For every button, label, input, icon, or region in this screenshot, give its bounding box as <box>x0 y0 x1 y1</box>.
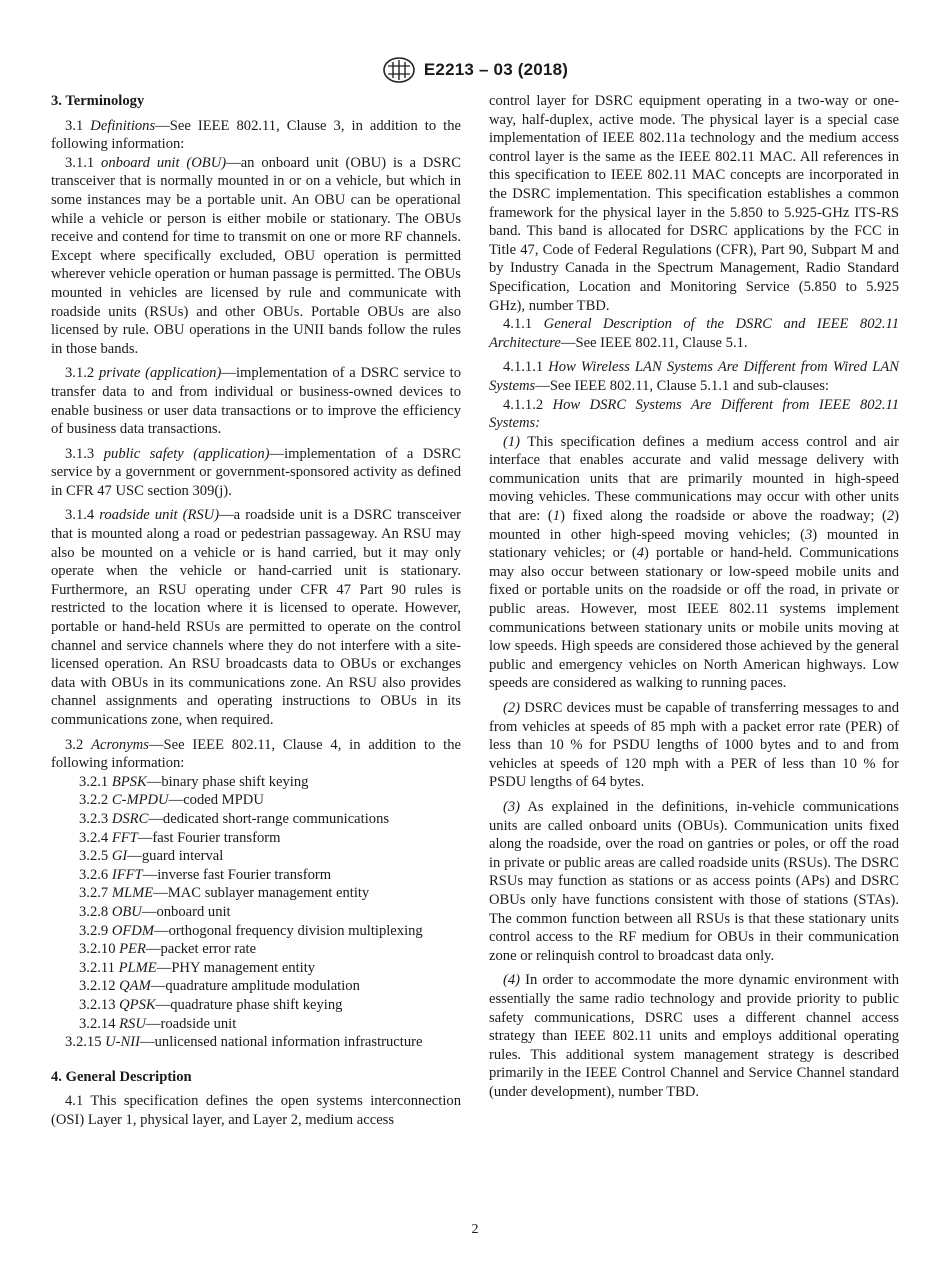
section-3-heading: 3. Terminology <box>51 93 145 109</box>
paragraph-3-1-4: 3.1.4 roadside unit (RSU)—a roadside unit is a DSRC transceiver that is mounted along a road or pedestrian passageway. An RSU may also be mounted on a vehicle or is hand carried, but it may only operate when the vehicle or hand-carried unit is stationary. Furthermore, an RSU operating under CFR 47 Part 90 rules is restricted to the location where it is licensed to operate. However, portable or hand-held RSUs are permitted to operate on the control channel and service channels where they do not interfere with a site-licensed operation. An RSU broadcasts data to OBUs or exchanges data with OBUs in its communications zone. An RSU also provides channel assignments and operating instructions to OBUs in its communications zone, when required. <box>51 507 461 728</box>
paragraph-3-1-1: 3.1.1 onboard unit (OBU)—an onboard unit (OBU) is a DSRC transceiver that is normally mounted in or on a vehicle, but which in some instances may be a portable unit. An OBU can be operational while a vehicle or person is either mobile or stationary. The OBUs receive and contend for time to transmit on one or more RF channels. Except where specifically excluded, OBU operation is permitted wherever vehicle operation or human passage is permitted. The OBUs mounted in vehicles are licensed by rule and communicate with roadside units (RSUs) and other OBUs. Portable OBUs are also licensed by rule. OBU operations in the UNII bands follow the rules in those bands. <box>51 154 461 357</box>
paragraph-4-1: 4.1 This specification defines the open systems interconnection (OSI) Layer 1, physical layer, and Layer 2, medium access <box>51 1093 461 1128</box>
acronym-item: 3.2.5 GI—guard interval <box>79 848 224 865</box>
page-header <box>0 56 950 89</box>
acronym-item: 3.2.14 RSU—roadside unit <box>79 1015 237 1032</box>
acronym-item: 3.2.7 MLME—MAC sublayer management entity <box>79 885 370 902</box>
item-3: (3) As explained in the definitions, in-vehicle communications units are called onboard units (OBUs). Communication units fixed along the roadside, over the road on gantries or poles, or off the road in private or public areas are called roadside units (RSUs). The DSRC RSUs may function as stations or as access points (APs) and DSRC OBUs only have functions consistent with those of stations (STAs). The common function between all RSUs is that these stationary units control access to the RF medium for OBUs in their communication zone or relinquish control to broadcast data only. <box>489 798 899 964</box>
section-4-heading: 4. General Description <box>51 1068 192 1085</box>
acronym-item: 3.2.3 DSRC—dedicated short-range communications <box>79 810 390 827</box>
item-4: (4) In order to accommodate the more dynamic environment with essentially the same radio technology and provide priority to public safety communications, DSRC uses a different channel access strategy than IEEE 802.11 units and employs additional operating rules. This additional system management strategy is described primarily in the IEEE Control Channel and Service Channel standard (under development), number TBD. <box>489 972 899 1100</box>
paragraph-4-1-continued: control layer for DSRC equipment operating in a two-way or one-way, half-duplex, active mode. The physical layer is a special case implementation of IEEE 802.11a technology and the medium access control layer is the same as the IEEE 802.11 MAC. All references in this specification to IEEE 802.11 MAC concepts are incorporated in the DSRC implementation. This specification establishes a common framework for the physical layer in the 5.850 to 5.925-GHz ITS-RS band. This band is allocated for DSRC applications by the FCC in Title 47, Code of Federal Regulations (CFR), Part 90, Subpart M and by Industry Canada in the Spectrum Management, Radio Standard Specification, Location and Monitoring Service (5.850 to 5.925 GHz), number TBD. <box>489 93 899 314</box>
acronym-item: 3.2.9 OFDM—orthogonal frequency division multiplexing <box>79 922 423 939</box>
paragraph-3-1-2: 3.1.2 private (application)—implementation of a DSRC service to transfer data to and from individual or business-owned devices to enable business or user data transactions or to improve the efficiency of business data transactions. <box>51 365 461 438</box>
acronym-item: 3.2.12 QAM—quadrature amplitude modulation <box>79 978 360 995</box>
acronym-item: 3.2.2 C-MPDU—coded MPDU <box>79 792 264 809</box>
item-1: (1) This specification defines a medium access control and air interface that enables accurate and valid message delivery with communication units that are primarily mounted in high-speed moving vehicles. These communications may occur with other units that are: (1) fixed along the roadside or above the roadway; (2) mounted in other high-speed moving vehicles; (3) mounted in stationary vehicles; or (4) portable or hand-held. Communications may also occur between stationary or low-speed mobile units and fixed or portable units on the roadside or off the road, in private or public areas. However, most IEEE 802.11 systems implement communications between stationary units or mobile units moving at low speeds. High speeds are considered those achieved by the general public and emergency vehicles on North American highways. Low speeds are considered as walking to running paces. <box>489 433 899 692</box>
paragraph-4-1-1-1: 4.1.1.1 How Wireless LAN Systems Are Different from Wired LAN Systems—See IEEE 802.11, Clause 5.1.1 and sub-clauses: <box>489 359 899 394</box>
acronym-item: 3.2.11 PLME—PHY management entity <box>79 959 316 976</box>
acronym-item: 3.2.13 QPSK—quadrature phase shift keying <box>79 996 343 1013</box>
item-2: (2) DSRC devices must be capable of transferring messages to and from vehicles at speeds of 85 mph with a packet error rate (PER) of less than 10 % for PSDU lengths of 1000 bytes and to and from vehicles at speeds of 120 mph with a PER of less than 10 % for PSDU lengths of 64 bytes. <box>489 700 899 791</box>
acronym-item: 3.2.15 U-NII—unlicensed national information infrastructure <box>65 1034 423 1051</box>
right-column <box>489 92 899 1101</box>
paragraph-4-1-1-2: 4.1.1.2 How DSRC Systems Are Different from IEEE 802.11 Systems: <box>489 396 899 432</box>
paragraph-4-1-1: 4.1.1 General Description of the DSRC and IEEE 802.11 Architecture—See IEEE 802.11, Clause 5.1. <box>489 316 899 351</box>
left-column <box>51 92 461 1129</box>
standard-designation: E2213 – 03 (2018) <box>423 60 569 79</box>
acronym-item: 3.2.6 IFFT—inverse fast Fourier transform <box>79 866 332 883</box>
acronym-item: 3.2.4 FFT—fast Fourier transform <box>79 829 281 846</box>
page-number: 2 <box>471 1222 479 1237</box>
acronym-item: 3.2.10 PER—packet error rate <box>79 941 257 958</box>
acronym-item: 3.2.8 OBU—onboard unit <box>79 903 231 920</box>
acronym-list <box>51 773 461 1052</box>
paragraph-3-1: 3.1 Definitions—See IEEE 802.11, Clause 3, in addition to the following information: <box>51 117 461 153</box>
paragraph-3-1-3: 3.1.3 public safety (application)—implementation of a DSRC service by a government or government-sponsored activity as defined in CFR 47 USC section 309(j). <box>51 445 461 499</box>
astm-logo-icon <box>382 56 416 84</box>
paragraph-3-2: 3.2 Acronyms—See IEEE 802.11, Clause 4, in addition to the following information: <box>51 736 461 772</box>
acronym-item: 3.2.1 BPSK—binary phase shift keying <box>79 773 309 790</box>
